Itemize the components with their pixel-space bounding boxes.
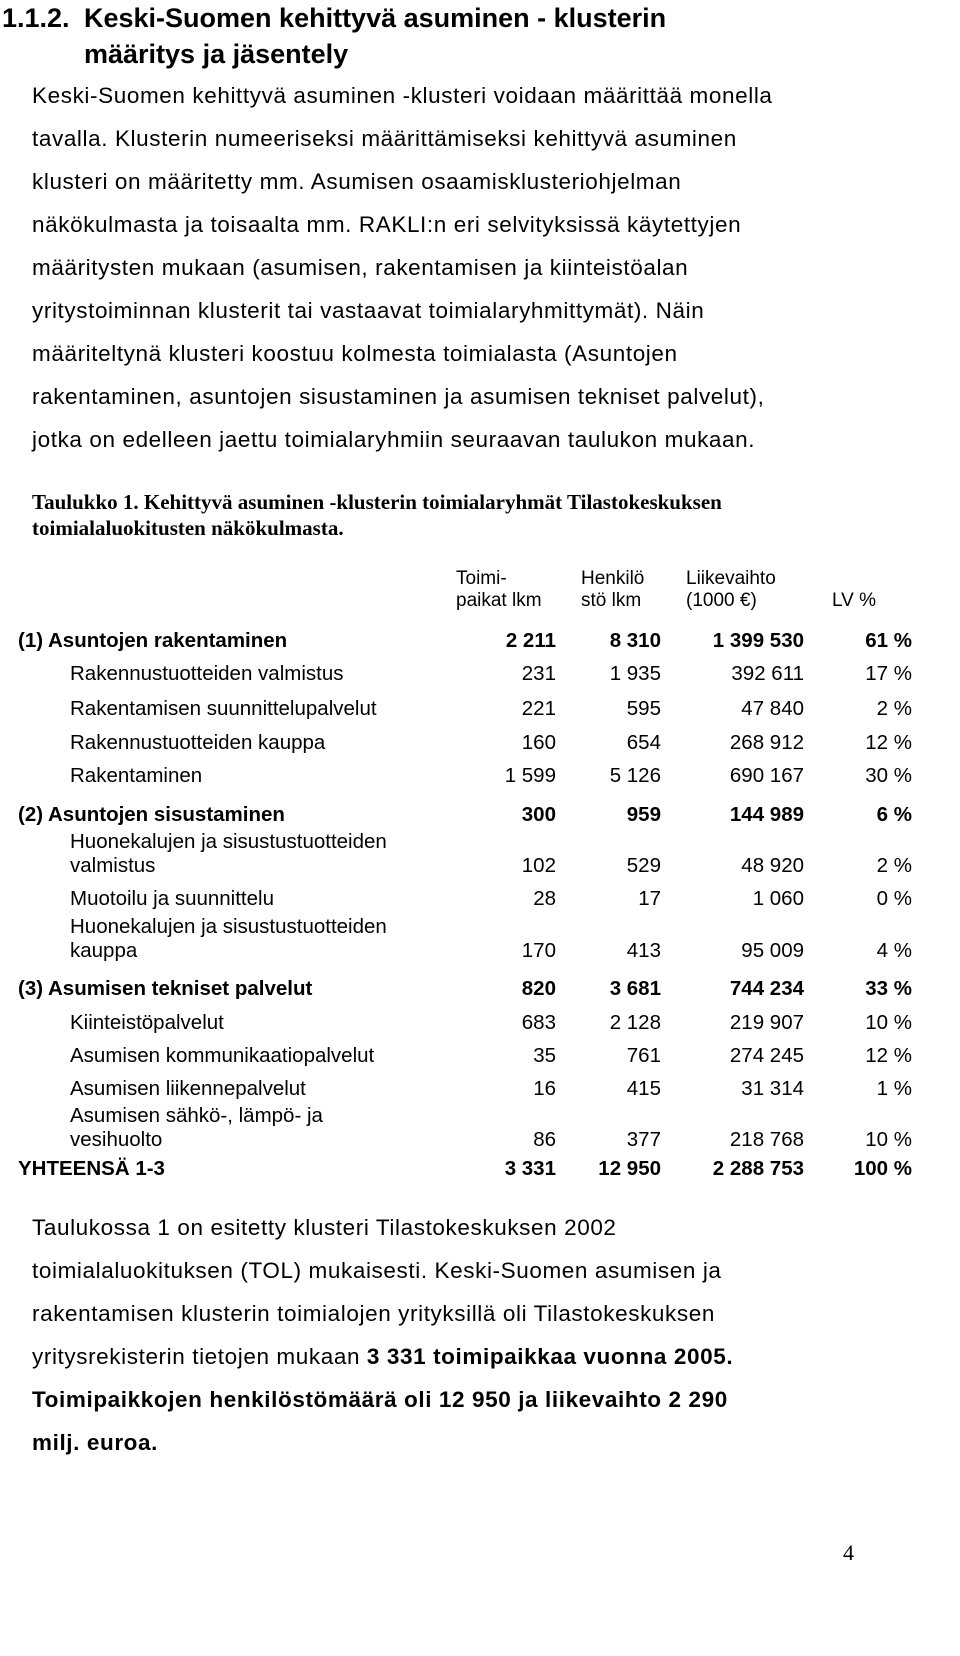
row-label-line: Rakentaminen: [70, 764, 203, 787]
cell-toimipaikat: 3 331: [504, 1157, 556, 1180]
intro-line: klusteri on määritetty mm. Asumisen osaamisklusteriohjelman: [32, 169, 682, 194]
row-label: [70, 662, 344, 686]
section-number: 1.1.2.: [2, 3, 70, 33]
cell-henkilosto: 959: [626, 803, 661, 826]
cell-lv: 10 %: [865, 1011, 912, 1034]
outro-line-4-bold: 3 331 toimipaikkaa vuonna 2005.: [366, 1344, 734, 1369]
cell-henkilosto: 595: [626, 697, 661, 720]
row-label: [18, 629, 287, 653]
row-label-line: Huonekalujen ja sisustustuotteiden: [70, 830, 387, 853]
header-toimipaikat-line-1: Toimi-: [456, 568, 507, 589]
row-label-line: Muotoilu ja suunnittelu: [70, 887, 274, 910]
cell-henkilosto: 654: [626, 731, 661, 754]
cell-liikevaihto: 144 989: [729, 803, 804, 826]
cell-henkilosto: 413: [626, 939, 661, 962]
table-caption: [32, 489, 722, 541]
outro-line: [32, 1335, 733, 1378]
intro-line: määritysten mukaan (asumisen, rakentamisen ja kiinteistöalan: [32, 255, 689, 280]
cell-lv: 10 %: [865, 1128, 912, 1151]
cell-henkilosto: 529: [626, 854, 661, 877]
outro-line: toimialaluokituksen (TOL) mukaisesti. Keski-Suomen asumisen ja: [32, 1258, 722, 1283]
intro-line: tavalla. Klusterin numeeriseksi määrittämiseksi kehittyvä asuminen: [32, 126, 737, 151]
cell-toimipaikat: 231: [521, 662, 556, 685]
outro-line-bold: Toimipaikkojen henkilöstömäärä oli 12 950 ja liikevaihto 2 290: [32, 1387, 728, 1412]
intro-line: yritystoiminnan klusterit tai vastaavat toimialaryhmittymät). Näin: [32, 298, 705, 323]
cell-lv: 100 %: [853, 1157, 912, 1180]
cell-toimipaikat: 221: [521, 697, 556, 720]
row-label-line: Rakennustuotteiden valmistus: [70, 662, 344, 685]
cell-toimipaikat: 28: [533, 887, 556, 910]
cell-toimipaikat: 160: [521, 731, 556, 754]
cell-toimipaikat: 820: [521, 977, 556, 1000]
section-title-line-1: Keski-Suomen kehittyvä asuminen - klusterin: [84, 3, 667, 33]
cell-liikevaihto: 274 245: [729, 1044, 804, 1067]
row-label: [70, 1011, 224, 1035]
row-label-line: kauppa: [70, 939, 138, 962]
cell-liikevaihto: 744 234: [729, 977, 804, 1000]
row-label: [70, 1104, 323, 1152]
header-liikevaihto-line-1: Liikevaihto: [686, 568, 776, 589]
cell-liikevaihto: 392 611: [731, 662, 804, 685]
outro-line: rakentamisen klusterin toimialojen yrityksillä oli Tilastokeskuksen: [32, 1301, 715, 1326]
row-label: [18, 1157, 165, 1181]
cell-lv: 6 %: [876, 803, 912, 826]
cell-liikevaihto: 219 907: [729, 1011, 804, 1034]
cell-lv: 12 %: [865, 731, 912, 754]
intro-line: Keski-Suomen kehittyvä asuminen -klusteri voidaan määrittää monella: [32, 83, 773, 108]
header-henkilosto: [581, 568, 644, 612]
cell-liikevaihto: 1 399 530: [712, 629, 804, 652]
cell-lv: 4 %: [876, 939, 912, 962]
header-toimipaikat-line-2: paikat lkm: [456, 590, 542, 611]
intro-line: rakentaminen, asuntojen sisustaminen ja asumisen tekniset palvelut),: [32, 384, 765, 409]
cell-lv: 30 %: [865, 764, 912, 787]
caption-line: toimialaluokitusten näkökulmasta.: [32, 516, 344, 540]
header-henkilosto-line-2: stö lkm: [581, 590, 642, 611]
row-label-line: vesihuolto: [70, 1128, 163, 1151]
cell-liikevaihto: 2 288 753: [712, 1157, 804, 1180]
cell-liikevaihto: 218 768: [729, 1128, 804, 1151]
cell-lv: 2 %: [876, 697, 912, 720]
outro-line-4-plain: yritysrekisterin tietojen mukaan: [32, 1344, 367, 1369]
row-label: [70, 1044, 374, 1068]
cell-toimipaikat: 35: [533, 1044, 556, 1067]
cell-toimipaikat: 86: [533, 1128, 556, 1151]
cell-liikevaihto: 95 009: [741, 939, 804, 962]
row-label: [70, 697, 377, 721]
row-label-line: YHTEENSÄ 1-3: [18, 1157, 165, 1180]
row-label: [18, 803, 285, 827]
cell-henkilosto: 8 310: [609, 629, 661, 652]
cell-liikevaihto: 48 920: [741, 854, 804, 877]
header-henkilosto-line-1: Henkilö: [581, 568, 645, 589]
cell-liikevaihto: 690 167: [729, 764, 804, 787]
row-label: [70, 830, 387, 878]
cell-toimipaikat: 16: [533, 1077, 556, 1100]
outro-paragraph: [32, 1206, 733, 1464]
cell-henkilosto: 377: [626, 1128, 661, 1151]
row-label-line: Kiinteistöpalvelut: [70, 1011, 224, 1034]
row-label-line: (3) Asumisen tekniset palvelut: [18, 977, 313, 1000]
cell-lv: 0 %: [876, 887, 912, 910]
intro-line: näkökulmasta ja toisaalta mm. RAKLI:n eri selvityksissä käytettyjen: [32, 212, 742, 237]
cell-henkilosto: 761: [626, 1044, 661, 1067]
cell-toimipaikat: 170: [521, 939, 556, 962]
cell-lv: 1 %: [876, 1077, 912, 1100]
cell-liikevaihto: 1 060: [752, 887, 804, 910]
cell-lv: 2 %: [876, 854, 912, 877]
row-label-line: Asumisen kommunikaatiopalvelut: [70, 1044, 375, 1067]
cell-lv: 17 %: [865, 662, 912, 685]
row-label: [70, 764, 202, 788]
cell-liikevaihto: 31 314: [741, 1077, 804, 1100]
caption-line: Taulukko 1. Kehittyvä asuminen -klusterin toimialaryhmät Tilastokeskuksen: [32, 490, 722, 514]
row-label-line: (1) Asuntojen rakentaminen: [18, 629, 288, 652]
row-label: [70, 731, 325, 755]
cell-lv: 33 %: [865, 977, 912, 1000]
row-label: [18, 977, 312, 1001]
cell-henkilosto: 415: [626, 1077, 661, 1100]
page-number: 4: [843, 1540, 854, 1565]
cell-toimipaikat: 683: [521, 1011, 556, 1034]
header-lv: LV %: [832, 590, 877, 611]
row-label-line: (2) Asuntojen sisustaminen: [18, 803, 285, 826]
cell-toimipaikat: 1 599: [504, 764, 556, 787]
section-title-line-2: määritys ja jäsentely: [84, 39, 349, 69]
cell-lv: 61 %: [865, 629, 912, 652]
header-toimipaikat: [456, 568, 542, 612]
cell-liikevaihto: 268 912: [729, 731, 804, 754]
row-label-line: Rakennustuotteiden kauppa: [70, 731, 326, 754]
outro-line: Taulukossa 1 on esitetty klusteri Tilastokeskuksen 2002: [32, 1215, 617, 1240]
row-label: [70, 1077, 306, 1101]
cell-henkilosto: 12 950: [598, 1157, 661, 1180]
intro-line: jotka on edelleen jaettu toimialaryhmiin seuraavan taulukon mukaan.: [32, 427, 756, 452]
intro-paragraph: [32, 74, 773, 461]
cell-henkilosto: 1 935: [609, 662, 661, 685]
header-liikevaihto-line-2: (1000 €): [686, 590, 757, 611]
row-label-line: Huonekalujen ja sisustustuotteiden: [70, 915, 387, 938]
row-label-line: Asumisen liikennepalvelut: [70, 1077, 306, 1100]
cell-henkilosto: 5 126: [609, 764, 661, 787]
cell-toimipaikat: 300: [521, 803, 556, 826]
row-label-line: valmistus: [70, 854, 156, 877]
cell-henkilosto: 2 128: [609, 1011, 661, 1034]
cell-lv: 12 %: [865, 1044, 912, 1067]
row-label: [70, 915, 387, 963]
cell-henkilosto: 3 681: [609, 977, 661, 1000]
cell-henkilosto: 17: [638, 887, 661, 910]
outro-line-bold: milj. euroa.: [32, 1430, 158, 1455]
intro-line: määriteltynä klusteri koostuu kolmesta toimialasta (Asuntojen: [32, 341, 678, 366]
cell-toimipaikat: 2 211: [505, 629, 556, 652]
header-liikevaihto: [686, 568, 776, 612]
cell-toimipaikat: 102: [521, 854, 556, 877]
cell-liikevaihto: 47 840: [741, 697, 804, 720]
row-label-line: Asumisen sähkö-, lämpö- ja: [70, 1104, 323, 1127]
row-label-line: Rakentamisen suunnittelupalvelut: [70, 697, 377, 720]
row-label: [70, 887, 274, 911]
